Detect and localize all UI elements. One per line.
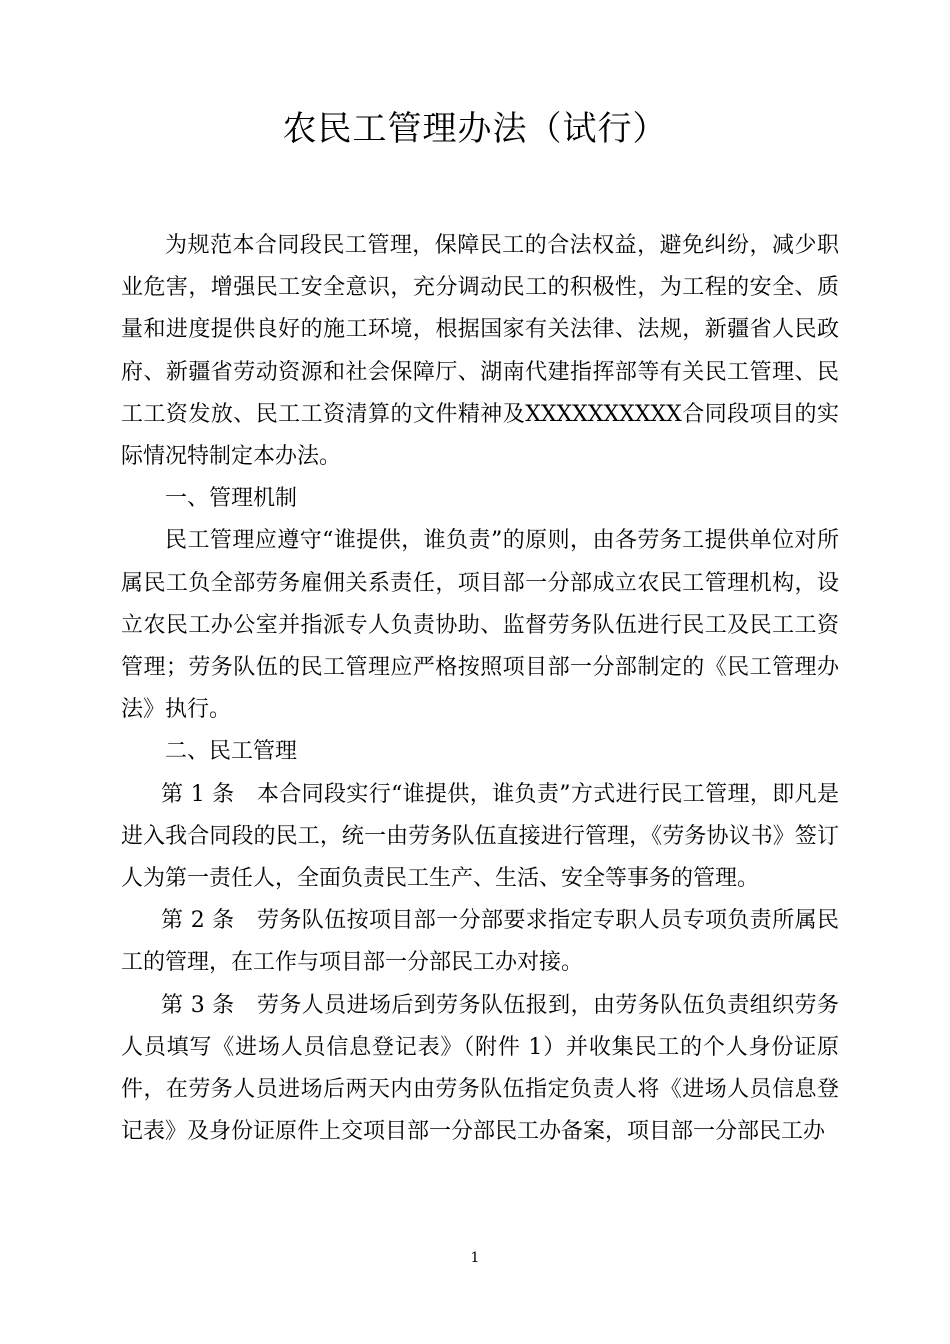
intro-paragraph: 为规范本合同段民工管理，保障民工的合法权益，避免纠纷，减少职业危害，增强民工安全意识，充分调动民工的积极性，为工程的安全、质量和进度提供良好的施工环境，根据国家有关法律、法规，新疆省人民政府、新疆省劳动资源和社会保障厅、湖南代建指挥部等有关民工管理、民工工资发放、民工工资清算的文件精神及XXXXXXXXXX合同段项目的实际情况特制定本办法。 xyxy=(121,233,839,470)
article-1: 第 1 条 本合同段实行“谁提供，谁负责”方式进行民工管理，即凡是进入我合同段的民工，统一由劳务队伍直接进行管理，《劳务协议书》签订人为第一责任人，全面负责民工生产、生活、安全等事务的管理。 xyxy=(121,781,839,892)
article-2: 第 2 条 劳务队伍按项目部一分部要求指定专职人员专项负责所属民工的管理，在工作与项目部一分部民工办对接。 xyxy=(121,908,839,976)
section1-paragraph: 民工管理应遵守“谁提供，谁负责”的原则，由各劳务工提供单位对所属民工负全部劳务雇佣关系责任，项目部一分部成立农民工管理机构，设立农民工办公室并指派专人负责协助、监督劳务队伍进行民工及民工工资管理；劳务队伍的民工管理应严格按照项目部一分部制定的《民工管理办法》执行。 xyxy=(121,528,839,723)
section-heading-management-mechanism: 一、管理机制 xyxy=(165,486,298,512)
section-heading-worker-management: 二、民工管理 xyxy=(165,739,298,765)
document-body xyxy=(121,225,839,1153)
article-3: 第 3 条 劳务人员进场后到劳务队伍报到，由劳务队伍负责组织劳务人员填写《进场人员信息登记表》（附件 1）并收集民工的个人身份证原件，在劳务人员进场后两天内由劳务队伍指定负责人将《进场人员信息登记表》及身份证原件上交项目部一分部民工办备案，项目部一分部民工办 xyxy=(121,992,839,1145)
page-number: 1 xyxy=(470,1250,480,1266)
document-title: 农民工管理办法（试行） xyxy=(282,109,668,149)
